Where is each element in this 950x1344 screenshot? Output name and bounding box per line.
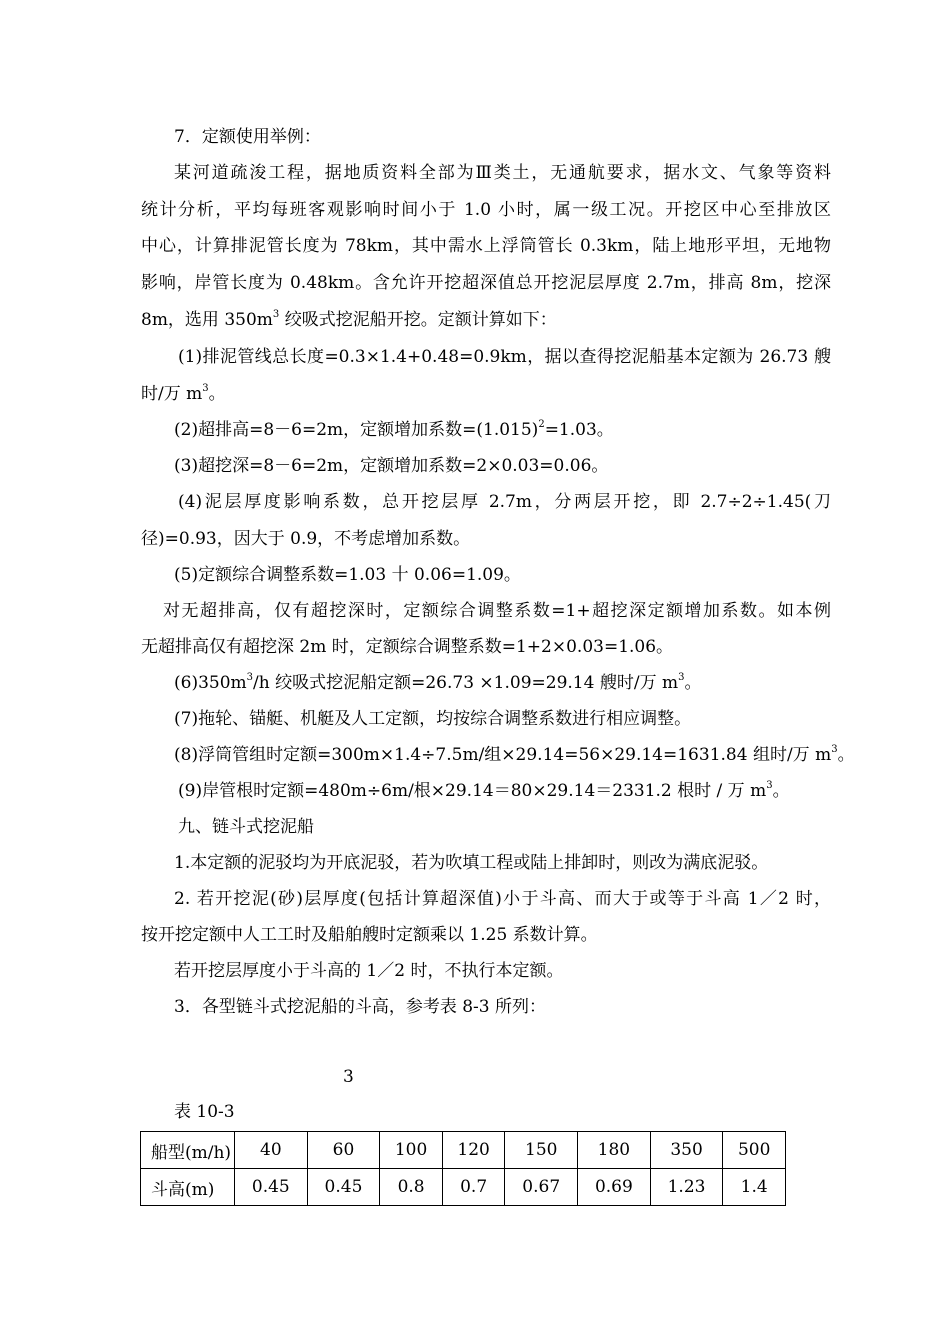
table-cell: 180 (578, 1132, 651, 1169)
paragraph-line: 按开挖定额中人工工时及船舶艘时定额乘以 1.25 系数计算。 (141, 925, 598, 945)
calc-step-5: (5)定额综合调整系数=1.03 十 0.06=1.09。 (174, 565, 521, 585)
table-cell: 150 (505, 1132, 578, 1169)
calc-step-2: (2)超排高=8－6=2m，定额增加系数$=(1.015)^2=1.03$。 (174, 419, 614, 440)
paragraph-line: 某河道疏浚工程，据地质资料全部为Ⅲ类土，无通航要求，据水文、气象等资料 (174, 163, 831, 183)
paragraph-line: 无超排高仅有超挖深 2m 时，定额综合调整系数=1+2×0.03=1.06。 (141, 637, 674, 657)
table-cell: 350 (650, 1132, 723, 1169)
table-cell: 100 (380, 1132, 443, 1169)
paragraph-line: 中心，计算排泥管长度为 78km，其中需水上浮筒管长 0.3km，陆上地形平坦，无地物 (141, 236, 831, 256)
calc-step-4: (4)泥层厚度影响系数，总开挖层厚 2.7m，分两层开挖，即 2.7÷2÷1.45(刀 (178, 492, 831, 512)
paragraph-line: 若开挖层厚度小于斗高的 1／2 时，不执行本定额。 (174, 961, 564, 981)
page-number: 3 (343, 1067, 354, 1087)
table-cell: 500 (723, 1132, 786, 1169)
section-heading-9: 九、链斗式挖泥船 (178, 817, 314, 837)
paragraph-line: 8m，选用 $350m^3$ 绞吸式挖泥船开挖。定额计算如下： (141, 309, 557, 330)
table-cell: 40 (235, 1132, 308, 1169)
table-cell: 0.45 (235, 1169, 308, 1206)
calc-step-7: (7)拖轮、锚艇、机艇及人工定额，均按综合调整系数进行相应调整。 (174, 709, 692, 729)
table-cell: 斗高(m) (141, 1169, 235, 1206)
table-caption: 表 10-3 (174, 1102, 235, 1122)
table-cell: 60 (307, 1132, 380, 1169)
paragraph-line: 统计分析，平均每班客观影响时间小于 1.0 小时，属一级工况。开挖区中心至排放区 (141, 200, 831, 220)
table-cell: 0.8 (380, 1169, 443, 1206)
paragraph-line: 时/万 $m^3$。 (141, 383, 226, 404)
paragraph-line: 对无超排高，仅有超挖深时，定额综合调整系数=1+超挖深定额增加系数。如本例 (163, 601, 831, 621)
table-cell: 1.23 (650, 1169, 723, 1206)
paragraph-line: 3．各型链斗式挖泥船的斗高，参考表 8-3 所列： (174, 997, 546, 1017)
table-cell: 0.69 (578, 1169, 651, 1206)
calc-step-9: (9)岸管根时定额=480m÷6m/根×29.14＝80×29.14＝2331.2 根时 / 万 $m^3$。 (178, 780, 790, 801)
table-row (141, 1132, 786, 1169)
paragraph-line: 1.本定额的泥驳均为开底泥驳，若为吹填工程或陆上排卸时，则改为满底泥驳。 (174, 853, 769, 873)
table-cell: 1.4 (723, 1169, 786, 1206)
table-cell: 120 (442, 1132, 505, 1169)
bucket-height-table (140, 1131, 786, 1206)
calc-step-3: (3)超挖深=8－6=2m，定额增加系数=2×0.03=0.06。 (174, 456, 609, 476)
calc-step-6: $(6)350m^3/h$ 绞吸式挖泥船定额=26.73 ×1.09=29.14 艘时/万 $m^3$。 (174, 672, 702, 693)
paragraph-line: 径)=0.93，因大于 0.9，不考虑增加系数。 (141, 529, 471, 549)
table-cell: 船型(m/h) (141, 1132, 235, 1169)
table-cell: 0.67 (505, 1169, 578, 1206)
calc-step-8: (8)浮筒管组时定额=300m×1.4÷7.5m/组×29.14=56×29.14=1631.84 组时/万 $m^3$。 (174, 744, 855, 765)
paragraph-line: 影响，岸管长度为 0.48km。含允许开挖超深值总开挖泥层厚度 2.7m，排高 8m，挖深 (141, 273, 831, 293)
paragraph-line: 2. 若开挖泥(砂)层厚度(包括计算超深值)小于斗高、而大于或等于斗高 1／2 时， (174, 889, 831, 909)
table-cell: 0.45 (307, 1169, 380, 1206)
section-heading-7: 7．定额使用举例： (174, 127, 321, 147)
table-cell: 0.7 (442, 1169, 505, 1206)
calc-step-1: (1)排泥管线总长度=0.3×1.4+0.48=0.9km，据以查得挖泥船基本定额为 26.73 艘 (178, 347, 831, 367)
table-row (141, 1169, 786, 1206)
